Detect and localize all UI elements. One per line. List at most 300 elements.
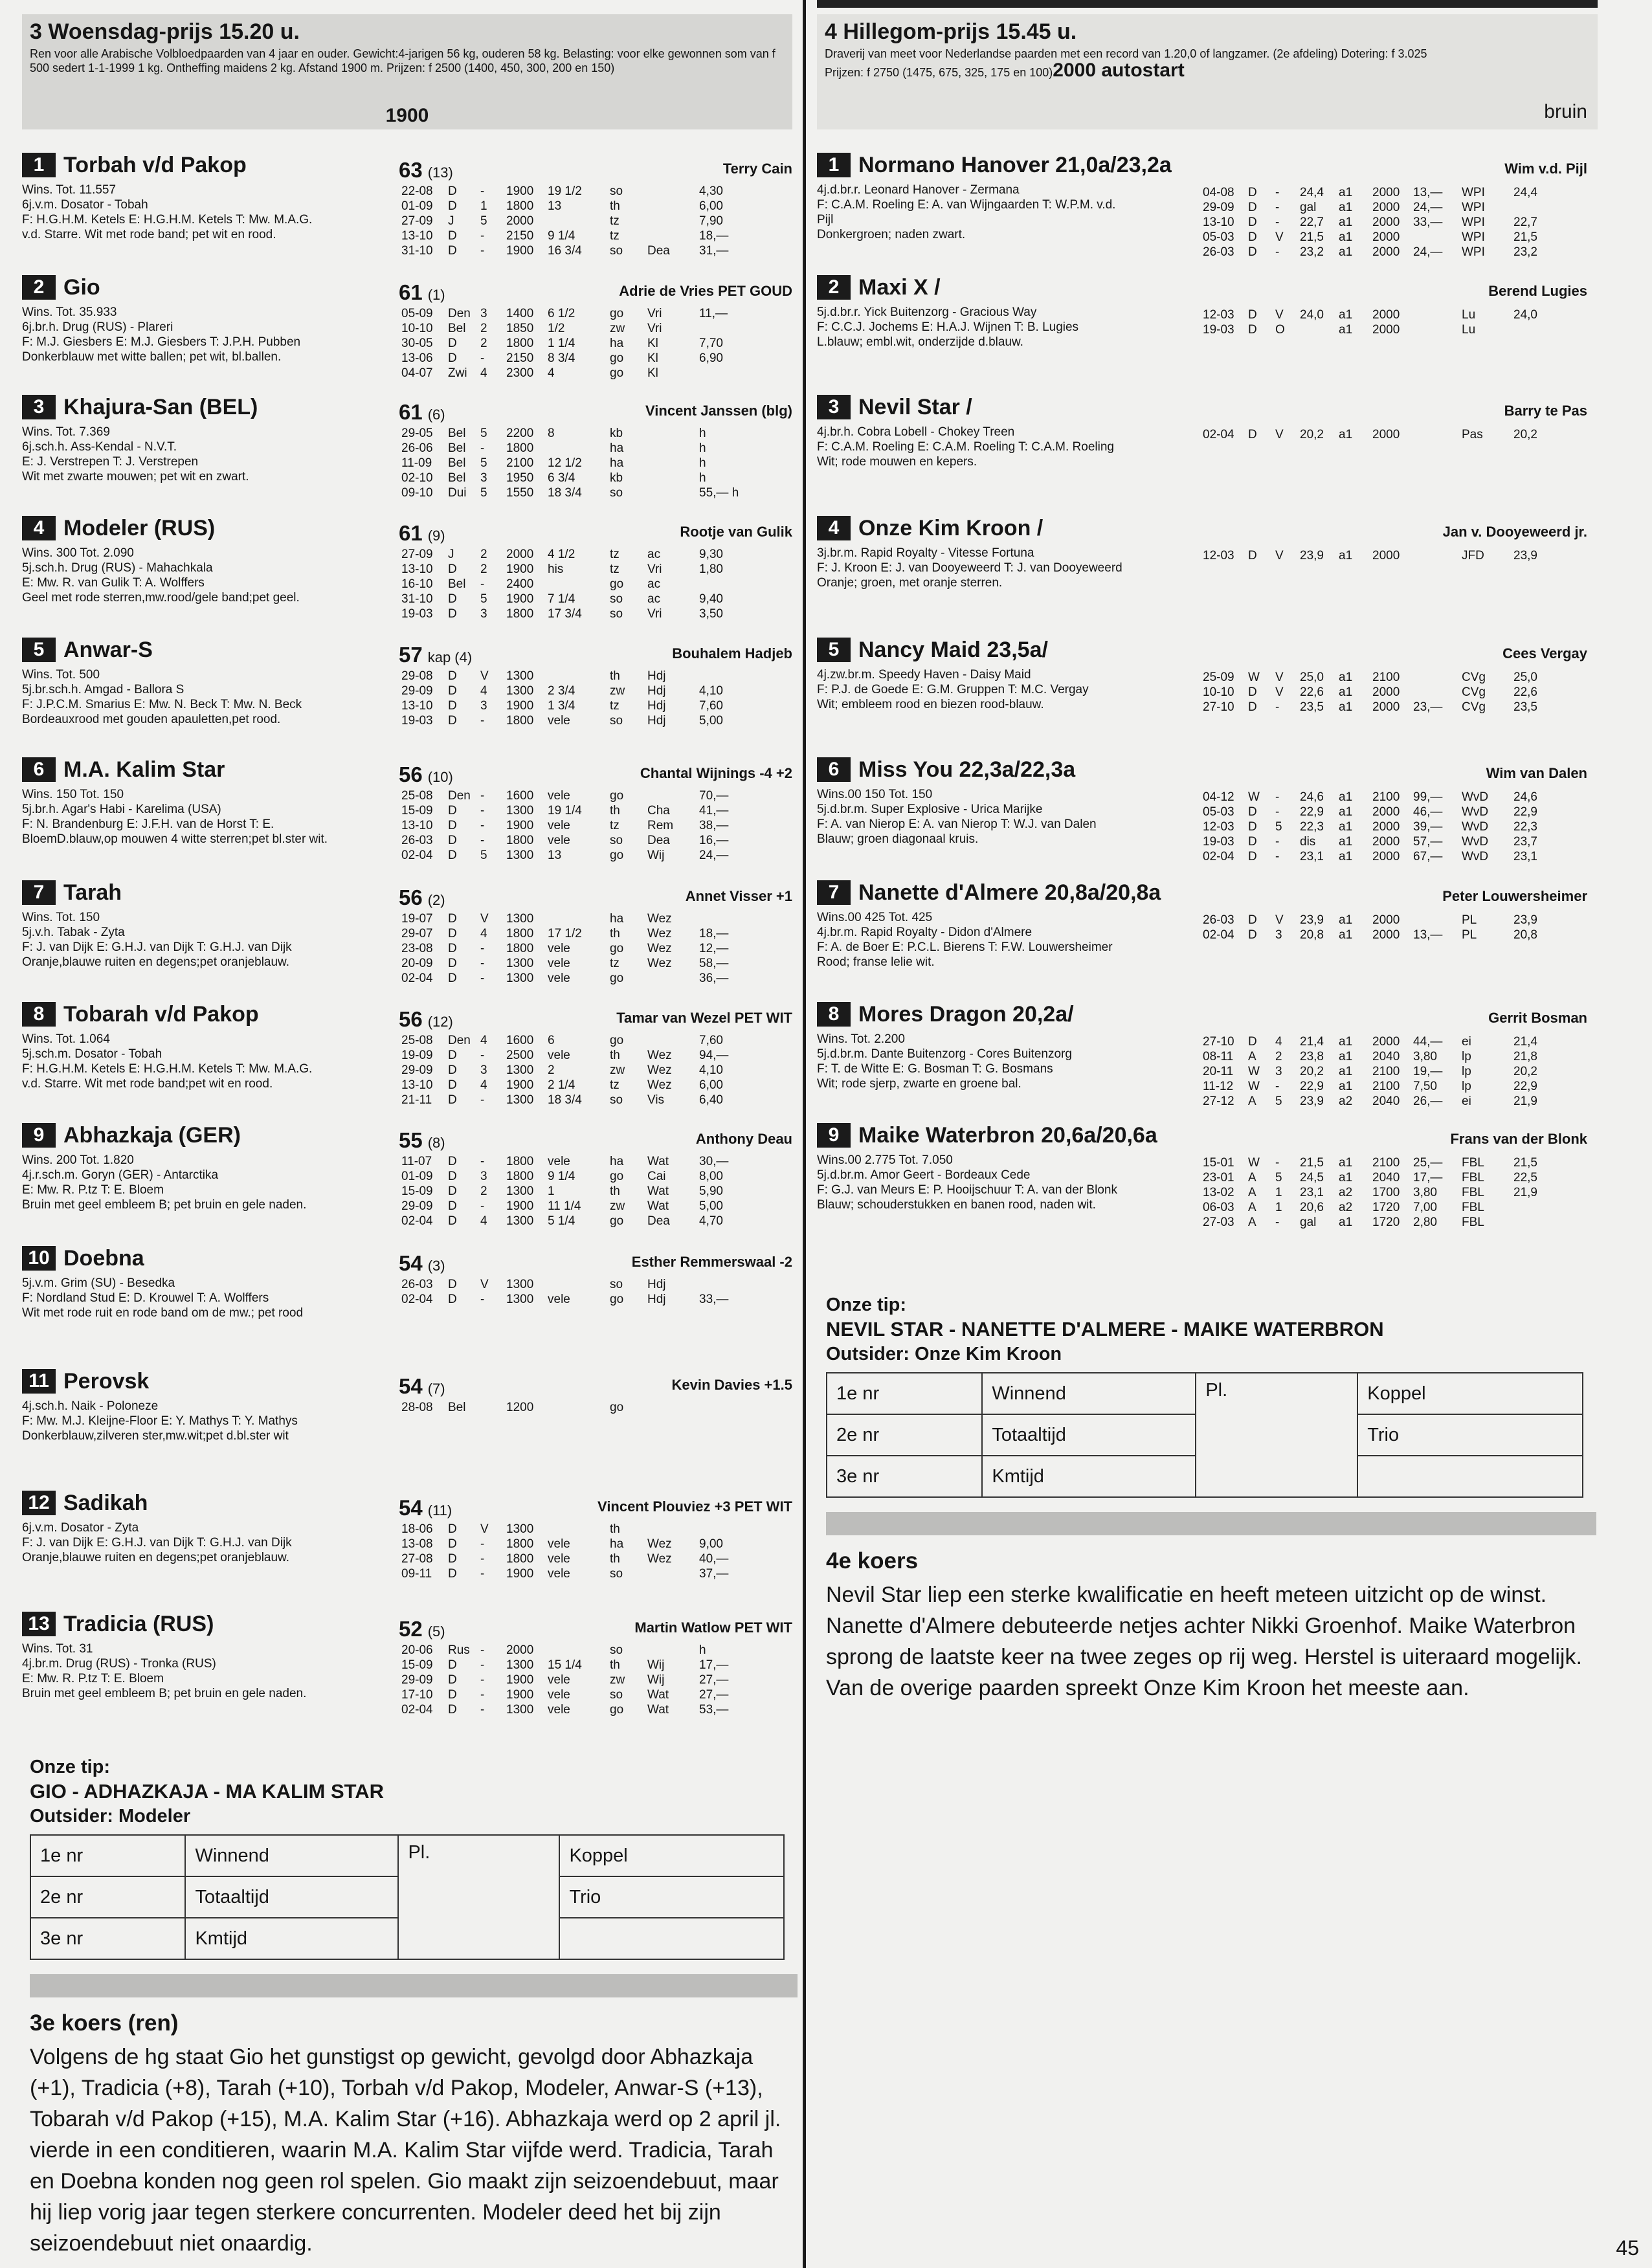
form-cell: FBL [1462,1171,1484,1184]
form-cell: a1 [1339,1050,1353,1063]
form-row [401,426,764,441]
bet-cell: Winnend [185,1835,398,1876]
form-cell: 19-03 [1203,835,1234,849]
form-cell: 2000 [1372,700,1400,714]
form-cell: 1900 [506,699,534,713]
form-cell: A [1248,1186,1256,1199]
form-cell: WPI [1462,201,1485,214]
form-cell: 22,9 [1300,805,1324,819]
form-cell: 13-10 [401,1078,433,1092]
form-cell: so [610,607,623,621]
form-cell: 22,9 [1300,1080,1324,1093]
weight-value: 55 [399,1128,423,1152]
horse-number: 11 [22,1369,56,1394]
form-cell: so [610,1278,623,1291]
form-cell: Wat [647,1155,669,1168]
info-line: Oranje,blauwe ruiten en degens;pet oranjeblauw. [22,955,290,969]
form-cell: D [448,1170,457,1183]
form-row [401,1199,764,1214]
form-cell: Wij [647,1673,665,1687]
form-cell: 23-08 [401,942,433,955]
form-cell: 1300 [506,972,534,985]
form-cell: 2000 [1372,685,1400,699]
bet-cell: Totaaltijd [185,1876,398,1918]
form-cell: D [448,1658,457,1672]
form-cell: D [448,912,457,926]
form-table [1203,790,1578,864]
form-cell: 5 [480,849,487,862]
horse-number: 1 [817,153,851,177]
form-cell: a1 [1339,671,1353,684]
form-cell: Wez [647,1552,672,1566]
form-cell: th [610,1552,620,1566]
form-cell: 9,40 [699,592,723,606]
form-cell: 2100 [1372,790,1400,804]
form-cell: 20,2 [1300,428,1324,441]
form-cell: 19-09 [401,1049,433,1062]
post-position: (3) [427,1258,445,1274]
weight-value: 56 [399,885,423,909]
info-line: F: J. Kroon E: J. van Dooyeweerd T: J. van Dooyeweerd [817,561,1122,575]
form-cell: 22-08 [401,184,433,198]
form-cell: 13 [548,849,562,862]
form-cell: tz [610,562,620,576]
form-cell: 05-03 [1203,805,1234,819]
horse-info [817,787,1192,847]
form-cell: 8,00 [699,1170,723,1183]
form-cell: V [1275,549,1284,562]
bet-cell [559,1918,784,1959]
form-cell: 2 [1275,1050,1282,1063]
form-cell: 5 [480,592,487,606]
form-cell: Hdj [647,669,666,683]
jockey-name: Rootje van Gulik [680,524,792,540]
info-line: Wins. Tot. 150 [22,911,100,924]
form-cell: 23,5 [1513,700,1537,714]
form-cell: - [480,789,485,803]
post-position: (1) [427,287,445,303]
form-cell: Bel [448,427,466,440]
form-cell: 5 [480,214,487,228]
form-cell: D [1248,428,1257,441]
form-cell: V [1275,671,1284,684]
form-cell: 23,5 [1300,700,1324,714]
info-line: L.blauw; embl.wit, onderzijde d.blauw. [817,335,1023,349]
form-cell: D [1248,850,1257,863]
form-cell: 6 1/2 [548,307,575,320]
form-row [401,351,764,366]
form-cell: 12 1/2 [548,456,582,470]
post-position: (7) [427,1381,445,1397]
form-row [401,956,764,971]
form-cell: 4,70 [699,1214,723,1228]
form-cell: 22,5 [1513,1171,1537,1184]
horse-number: 4 [22,516,56,540]
form-cell: D [448,834,457,847]
info-line: F: H.G.H.M. Ketels E: H.G.H.M. Ketels T: Mw. M.A.G. [22,213,313,227]
form-cell: 21,9 [1513,1186,1537,1199]
form-table [1203,427,1578,442]
form-cell: 1300 [506,1522,534,1536]
form-cell: a1 [1339,1065,1353,1078]
horse-number: 10 [22,1246,56,1271]
form-cell: - [1275,201,1280,214]
form-cell: - [480,1155,485,1168]
form-cell: so [610,1688,623,1702]
horse-info [817,425,1192,469]
form-cell: D [448,1567,457,1581]
form-cell: PL [1462,913,1477,927]
form-cell: a1 [1339,323,1353,337]
horse-name: Anwar-S [63,638,153,662]
form-cell: 5 [1275,1171,1282,1184]
page-number: 45 [1616,2236,1639,2260]
form-row [401,336,764,351]
bet-cell: Pl. [1196,1373,1357,1497]
form-cell: 1300 [506,1063,534,1077]
form-cell: 3,80 [1413,1050,1437,1063]
form-cell: 2100 [1372,1156,1400,1170]
form-cell: FBL [1462,1216,1484,1229]
horse-number: 2 [22,275,56,300]
form-cell: 2000 [1372,835,1400,849]
form-row [1203,548,1578,563]
form-cell: so [610,592,623,606]
info-line: F: J. van Dijk E: G.H.J. van Dijk T: G.H.J. van Dijk [22,1536,292,1550]
form-cell: 20,8 [1513,928,1537,942]
form-row [401,228,764,243]
form-cell: WvD [1462,850,1489,863]
form-cell: 2000 [1372,913,1400,927]
form-row [1203,427,1578,442]
horse-weight [399,1374,445,1399]
form-cell: 7,90 [699,214,723,228]
form-cell: 27-12 [1203,1095,1234,1108]
horse-number: 1 [22,153,56,177]
horse-name: Normano Hanover 21,0a/23,2a [858,153,1172,177]
post-position: (13) [427,164,453,181]
form-cell: 22,9 [1513,1080,1537,1093]
horse-info [817,1032,1192,1091]
jockey-name: Annet Visser +1 [685,888,792,904]
form-cell: tz [610,957,620,970]
bet-cell: 1e nr [30,1835,185,1876]
horse-entry [817,153,1587,259]
horse-weight [399,643,472,667]
form-row [1203,913,1578,928]
form-cell: 38,— [699,819,729,832]
form-row [401,848,764,863]
horse-name: Perovsk [63,1369,150,1394]
form-cell: 33,— [1413,216,1443,229]
form-cell: 1 [548,1184,555,1198]
horse-name: Tradicia (RUS) [63,1612,214,1636]
form-row [1203,307,1578,322]
form-cell: 1800 [506,1155,534,1168]
form-cell: tz [610,548,620,561]
form-cell: a1 [1339,1216,1353,1229]
info-line: Wit; rode mouwen en kepers. [817,455,977,469]
form-cell: D [448,684,457,698]
race-description: Ren voor alle Arabische Volbloedpaarden van 4 jaar en ouder. Gewicht:4-jarigen 56 kg, ouderen 58 kg. Belasting: voor elke gewonnen som van f 500 sedert 1-1-1999 1 kg. Ontheffing maidens 2 kg. Afstand 1900 m. Prijzen: f 2500 (1400, 450, 300, 200 en 150) [30,47,776,74]
info-line: 5j.d.br.r. Yick Buitenzorg - Gracious Way [817,306,1037,319]
horse-number: 8 [22,1002,56,1027]
form-cell: 17-10 [401,1688,433,1702]
info-line: 5j.sch.m. Dosator - Tobah [22,1047,162,1061]
race-comment [826,1548,1596,1704]
form-cell: 4 1/2 [548,548,575,561]
form-cell: Bel [448,441,466,455]
form-cell: Vri [647,562,662,576]
driver-name: Wim v.d. Pijl [1504,161,1587,177]
form-cell: 22,3 [1513,820,1537,834]
form-cell: 23,1 [1300,1186,1324,1199]
form-cell: 5,00 [699,1199,723,1213]
jockey-name: Esther Remmerswaal -2 [631,1254,792,1270]
info-line: Wins. Tot. 11.557 [22,183,117,197]
form-table [1203,307,1578,337]
form-cell: Vis [647,1093,665,1107]
form-cell: 27-03 [1203,1216,1234,1229]
form-cell: 4 [548,366,555,380]
form-cell: 16 3/4 [548,244,582,258]
horse-weight [399,1128,445,1153]
form-cell: - [480,1567,485,1581]
form-cell: 20,2 [1513,428,1537,441]
form-cell: 1400 [506,307,534,320]
form-cell: 1700 [1372,1186,1400,1199]
form-cell: zw [610,1063,625,1077]
form-cell: 6 [548,1034,555,1047]
jockey-name: Anthony Deau [695,1131,792,1147]
form-table [401,1400,764,1415]
form-cell: 01-09 [401,199,433,213]
form-cell: 26,— [1413,1095,1443,1108]
horse-entry [22,1612,792,1717]
form-cell: a2 [1339,1095,1353,1108]
post-position: (6) [427,406,445,423]
race-4-column [817,0,1598,1700]
form-row [401,818,764,833]
form-cell: Hdj [647,699,666,713]
form-cell: A [1248,1050,1256,1063]
form-cell: A [1248,1095,1256,1108]
form-cell: ei [1462,1035,1471,1049]
form-cell: 2 [480,548,487,561]
info-line: 5j.d.br.m. Super Explosive - Urica Marijke [817,803,1043,816]
form-cell: 2 [480,322,487,335]
form-row [1203,670,1578,685]
form-cell: D [448,229,457,243]
horse-number: 9 [817,1123,851,1148]
form-cell: Kl [647,351,658,365]
form-cell: th [610,1049,620,1062]
form-cell: - [480,1658,485,1672]
form-cell: WvD [1462,790,1489,804]
form-row [1203,1155,1578,1170]
race-distance: 2000 autostart [1053,60,1185,81]
info-line: Wins.00 425 Tot. 425 [817,911,933,924]
form-cell: 1 [1275,1201,1282,1214]
form-cell: 13-10 [1203,216,1234,229]
horse-info [22,1641,385,1701]
form-cell: Bel [448,1401,466,1414]
form-cell: Rus [448,1643,470,1657]
form-row [401,833,764,848]
form-cell: 1550 [506,486,534,500]
form-cell: 29-08 [401,669,433,683]
horse-name: Mores Dragon 20,2a/ [858,1002,1074,1027]
form-cell: 1600 [506,789,534,803]
form-cell: D [448,1552,457,1566]
form-cell: 23,2 [1513,245,1537,259]
form-cell: 26-03 [401,1278,433,1291]
form-cell: 2040 [1372,1050,1400,1063]
form-cell: 13-10 [401,229,433,243]
form-cell: 23,9 [1513,549,1537,562]
form-cell: 16,— [699,834,729,847]
form-cell: 13-10 [401,562,433,576]
info-line: F: T. de Witte E: G. Bosman T: G. Bosmans [817,1062,1053,1076]
form-cell: 13,— [1413,928,1443,942]
form-row [401,941,764,956]
info-line: v.d. Starre. Wit met rode band; pet wit en rood. [22,228,276,241]
info-line: 5j.d.br.m. Amor Geert - Bordeaux Cede [817,1168,1031,1182]
horse-number: 6 [22,757,56,782]
form-table [401,1033,764,1107]
form-cell: Wez [647,912,672,926]
form-row [1203,230,1578,245]
form-cell: vele [548,1049,570,1062]
info-line: Blauw; groen diagonaal kruis. [817,832,979,846]
info-line: E: J. Verstrepen T: J. Verstrepen [22,455,199,469]
form-cell: FBL [1462,1186,1484,1199]
form-cell: th [610,199,620,213]
info-line: 3j.br.m. Rapid Royalty - Vitesse Fortuna [817,546,1034,560]
info-line: F: J. van Dijk E: G.H.J. van Dijk T: G.H.J. van Dijk [22,940,292,954]
form-row [401,1078,764,1093]
tip-label: Onze tip: [30,1757,111,1777]
form-cell: 4 [480,1214,487,1228]
bet-cell: 1e nr [827,1373,982,1414]
form-cell: a1 [1339,1080,1353,1093]
form-cell: D [448,1703,457,1717]
form-cell: 20-06 [401,1643,433,1657]
form-cell: zw [610,1673,625,1687]
driver-name: Jan v. Dooyeweerd jr. [1442,524,1587,540]
form-cell: 6 3/4 [548,471,575,485]
form-cell: zw [610,1199,625,1213]
form-row [401,366,764,381]
form-cell: 5 [480,486,487,500]
form-table [1203,548,1578,563]
form-cell: zw [610,684,625,698]
form-row [401,1184,764,1199]
form-cell: Wat [647,1184,669,1198]
form-cell: 2100 [506,456,534,470]
form-cell: W [1248,1065,1260,1078]
jockey-name: Terry Cain [722,161,792,177]
horse-entry [817,880,1587,970]
form-row [401,926,764,941]
form-cell: so [610,1093,623,1107]
bet-cell: Trio [1357,1414,1583,1456]
race-description: Draverij van meet voor Nederlandse paarden met een record van 1.20,0 of langzamer. (2e afdeling) Dotering: f 3.025 [825,47,1427,60]
form-cell: 21,9 [1513,1095,1537,1108]
form-cell: 1200 [506,1401,534,1414]
form-cell: 11-07 [401,1155,432,1168]
form-cell: 1900 [506,1673,534,1687]
form-cell: 7,70 [699,337,723,350]
form-cell: O [1275,323,1285,337]
info-line: E: Mw. R. P.tz T: E. Bloem [22,1672,164,1685]
form-cell: 29-09 [401,1673,433,1687]
driver-name: Gerrit Bosman [1488,1010,1587,1026]
form-cell: 2200 [506,427,534,440]
bet-cell: Koppel [1357,1373,1583,1414]
form-cell: 29-09 [1203,201,1234,214]
form-cell: - [480,577,485,591]
form-cell: 2150 [506,229,534,243]
form-cell: W [1248,1080,1260,1093]
form-cell: 1300 [506,849,534,862]
form-row [401,1214,764,1228]
form-cell: a1 [1339,805,1353,819]
form-cell: - [1275,835,1280,849]
form-cell: go [610,577,624,591]
form-cell: 17,— [699,1658,729,1672]
form-row [401,1063,764,1078]
form-cell: D [448,804,457,817]
form-cell: 1600 [506,1034,534,1047]
horse-entry [22,516,792,621]
weight-value: 61 [399,280,423,304]
form-cell: Lu [1462,308,1476,322]
form-cell: a1 [1339,790,1353,804]
form-cell: so [610,486,623,500]
form-cell: Wez [647,927,672,940]
bet-cell: 2e nr [827,1414,982,1456]
form-cell: 23,1 [1300,850,1324,863]
form-cell: go [610,1034,624,1047]
form-cell: 11 1/4 [548,1199,581,1213]
info-line: 6j.sch.h. Ass-Kendal - N.V.T. [22,440,177,454]
form-cell: 19 1/2 [548,184,582,198]
jockey-name: Vincent Janssen (blg) [645,403,792,419]
jockey-name: Tamar van Wezel PET WIT [616,1010,792,1026]
form-cell: lp [1462,1050,1471,1063]
form-cell: 3 [480,307,487,320]
form-cell: 02-04 [401,1293,433,1306]
form-cell: 1300 [506,912,534,926]
form-row [401,698,764,713]
form-row [401,306,764,321]
info-line: Wins. Tot. 7.369 [22,425,110,439]
form-cell: Bel [448,471,466,485]
form-cell: a1 [1339,850,1353,863]
form-cell: 09-10 [401,486,433,500]
form-cell: 18-06 [401,1522,433,1536]
form-cell: 19-03 [1203,323,1234,337]
form-cell: ei [1462,1095,1471,1108]
form-cell: 2 [480,562,487,576]
horse-number: 9 [22,1123,56,1148]
form-row [401,1400,764,1415]
form-cell: - [480,942,485,955]
form-cell: - [480,1049,485,1062]
form-row [1203,1170,1578,1185]
form-cell: Wez [647,1078,672,1092]
